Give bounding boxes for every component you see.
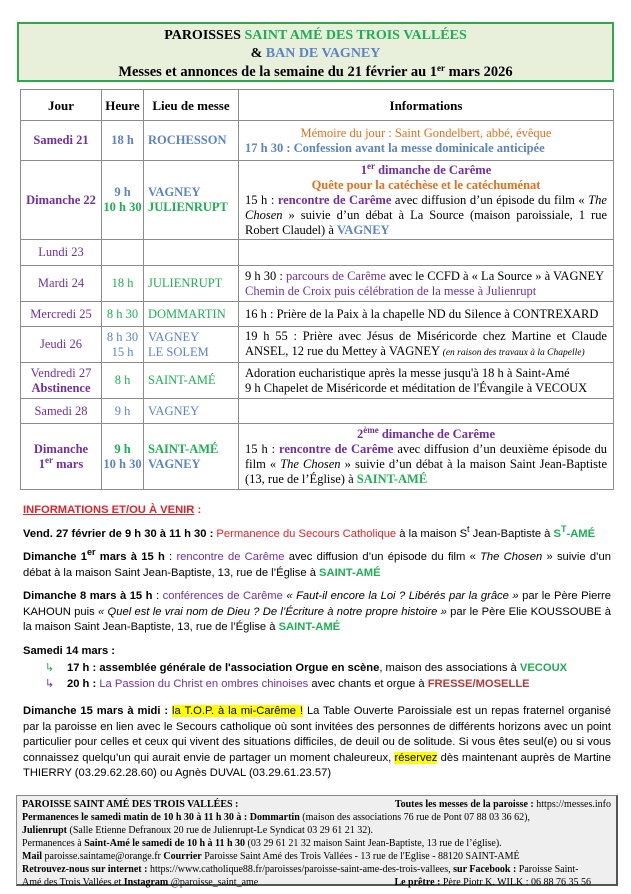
header-line-3: Messes et annonces de la semaine du 21 février au 1er mars 2026 — [118, 63, 513, 80]
col-header-informations: Informations — [239, 90, 614, 121]
list-item: ↳ 20 h : La Passion du Christ en ombres chinoises avec chants et orgue à FRESSE/MOSELLE — [45, 677, 611, 693]
announcements-title: INFORMATIONS ET/OU À VENIR : — [23, 504, 202, 516]
announcement-item: Dimanche 8 mars à 15 h : conférences de Carême « Faut-il encore la Loi ? Libérés par la grâce » par le Père Pierre KAHOUN puis « Quel est le vrai nom de Dieu ? De l’Écriture à notre propre histoire » par le Père Elie KOUSSOUBE à la maison Saint Jean-Baptiste, 13, rue de l’Église à SAINT-AMÉ — [23, 590, 611, 633]
table-row: Mercredi 25 8 h 30 DOMMARTIN 16 h : Prière de la Paix à la chapelle ND du Silence à CONTREXARD — [21, 302, 614, 327]
table-row: Lundi 23 — [21, 240, 614, 266]
announcements-section — [23, 503, 611, 790]
table-row: Samedi 21 18 h ROCHESSON Mémoire du jour : Saint Gondelbert, abbé, évêque 17 h 30 : Confession avant la messe dominicale anticipée — [21, 121, 614, 161]
messes-info-link[interactable]: https://messes.info — [533, 799, 611, 810]
parish-name: SAINT AMÉ DES TROIS VALLÉES — [244, 28, 467, 43]
curved-arrow-icon: ↳ — [45, 662, 55, 674]
secondary-parish-name: BAN DE VAGNEY — [265, 46, 381, 61]
announcement-item: Dimanche 15 mars à midi : la T.O.P. à la mi-Carême ! La Table Ouverte Paroissiale est un repas fraternel organisé par la paroisse en lien avec le Secours catholique où sont invitées des personnes de différents horizons avec un point particulier pour celles et ceux qui vivent des situations difficiles, de deuil ou de solitude. Si vous êtes seul(e) ou si vous connaissez quelqu’un qui aurait envie de partager un moment chaleureux, réservez dès maintenant auprès de Martine THIERRY (03.29.62.28.60) ou Agnès DUVAL (03.29.61.23.57) — [23, 705, 611, 779]
table-row: Samedi 28 9 h VAGNEY — [21, 399, 614, 424]
table-row: Dimanche 1er mars 9 h 10 h 30 SAINT-AMÉ VAGNEY 2ème dimanche de Carême 15 h : rencontre de Carême avec diffusion d’un deuxième épisode du film « The Chosen » suivie d’un débat à la maison Saint Jean-Baptiste (13, rue de l’Église) à SAINT-AMÉ — [21, 424, 614, 490]
header-line-1: PAROISSES SAINT AMÉ DES TROIS VALLÉES — [164, 28, 467, 43]
col-header-heure: Heure — [102, 90, 144, 121]
table-row: Dimanche 22 9 h 10 h 30 VAGNEY JULIENRUPT 1er dimanche de Carême Quête pour la catéchèse et le catéchuménat 15 h : rencontre de Carême avec diffusion d’un épisode du film « The Chosen » suivie d’un débat à La Source (maison paroissiale, 1 rue Robert Claudel) à VAGNEY — [21, 161, 614, 240]
website-link[interactable]: https://www.catholique88.fr/paroisses/paroisse-saint-ame-des-trois-vallees, — [147, 864, 454, 875]
table-row: Jeudi 26 8 h 30 15 h VAGNEY LE SOLEM 19 h 55 : Prière avec Jésus de Miséricorde chez Martine et Claude ANSEL, 12 rue du Mettey à VAGNEY (en raison des travaux à la Chapelle) — [21, 327, 614, 363]
instagram-handle[interactable]: @paroisse_saint_ame — [168, 877, 259, 888]
email-link[interactable]: paroisse.saintame@orange.fr — [42, 851, 164, 862]
table-header-row — [21, 90, 614, 121]
announcement-item: Vend. 27 février de 9 h 30 à 11 h 30 : Permanence du Secours Catholique à la maison $S^t$ Jean-Baptiste à $S^T$-AMÉ — [23, 523, 596, 540]
announcement-item: Dimanche 1er mars à 15 h : rencontre de Carême avec diffusion d’un épisode du film « The Chosen » suivie d’un débat à la maison Saint Jean-Baptiste, 13, rue de l’Église à SAINT-AMÉ — [23, 547, 611, 579]
parish-contact-footer: PAROISSE SAINT AMÉ DES TROIS VALLÉES : Toutes les messes de la paroisse : https://messes.info Permanences le samedi matin de 10 h 30 à 11 h 30 à : Dommartin (maison des associations 76 rue de Pont 07 88 03 36 62), Julienrupt (Salle Etienne Defranoux 20 rue de Julienrupt-Le Syndicat 03 29 61 21 32). Permanences à Saint-Amé le samedi de 10 h à 11 h 30 (03 29 61 21 32 maison Saint Jean-Baptiste, 13 rue de l’église). Mail paroisse.saintame@orange.fr Courrier Paroisse Saint Amé des Trois Vallées - 13 rue de l'Eglise - 88120 SAINT-AMÉ Retrouvez-nous sur internet : https://www.catholique88.fr/paroisses/paroisse-saint-ame-des-trois-vallees, sur Facebook : Paroisse Saint- Amé des Trois Vallées et Instagram @paroisse_saint_ame Le prêtre : Père Piotr K. WILK : 06 88 76 35 56 — [16, 795, 618, 886]
bullet-list — [45, 661, 611, 692]
curved-arrow-icon: ↳ — [45, 677, 55, 690]
list-item: ↳ 17 h : assemblée générale de l'association Orgue en scène, maison des associations à VECOUX — [45, 661, 611, 677]
col-header-lieu: Lieu de messe — [144, 90, 239, 121]
announcement-item: Samedi 14 mars : — [23, 644, 116, 657]
bulletin-header — [17, 22, 614, 82]
col-header-jour: Jour — [21, 90, 102, 121]
table-row: Vendredi 27 Abstinence 8 h SAINT-AMÉ Adoration eucharistique après la messe jusqu'à 18 h à Saint-Amé 9 h Chapelet de Miséricorde et méditation de l'Évangile à VECOUX — [21, 363, 614, 399]
header-line-2: & BAN DE VAGNEY — [250, 46, 381, 61]
table-row: Mardi 24 18 h JULIENRUPT 9 h 30 : parcours de Carême avec le CCFD à « La Source » à VAGNEY Chemin de Croix puis célébration de la messe à Julienrupt — [21, 266, 614, 302]
mass-schedule-table — [20, 89, 614, 490]
